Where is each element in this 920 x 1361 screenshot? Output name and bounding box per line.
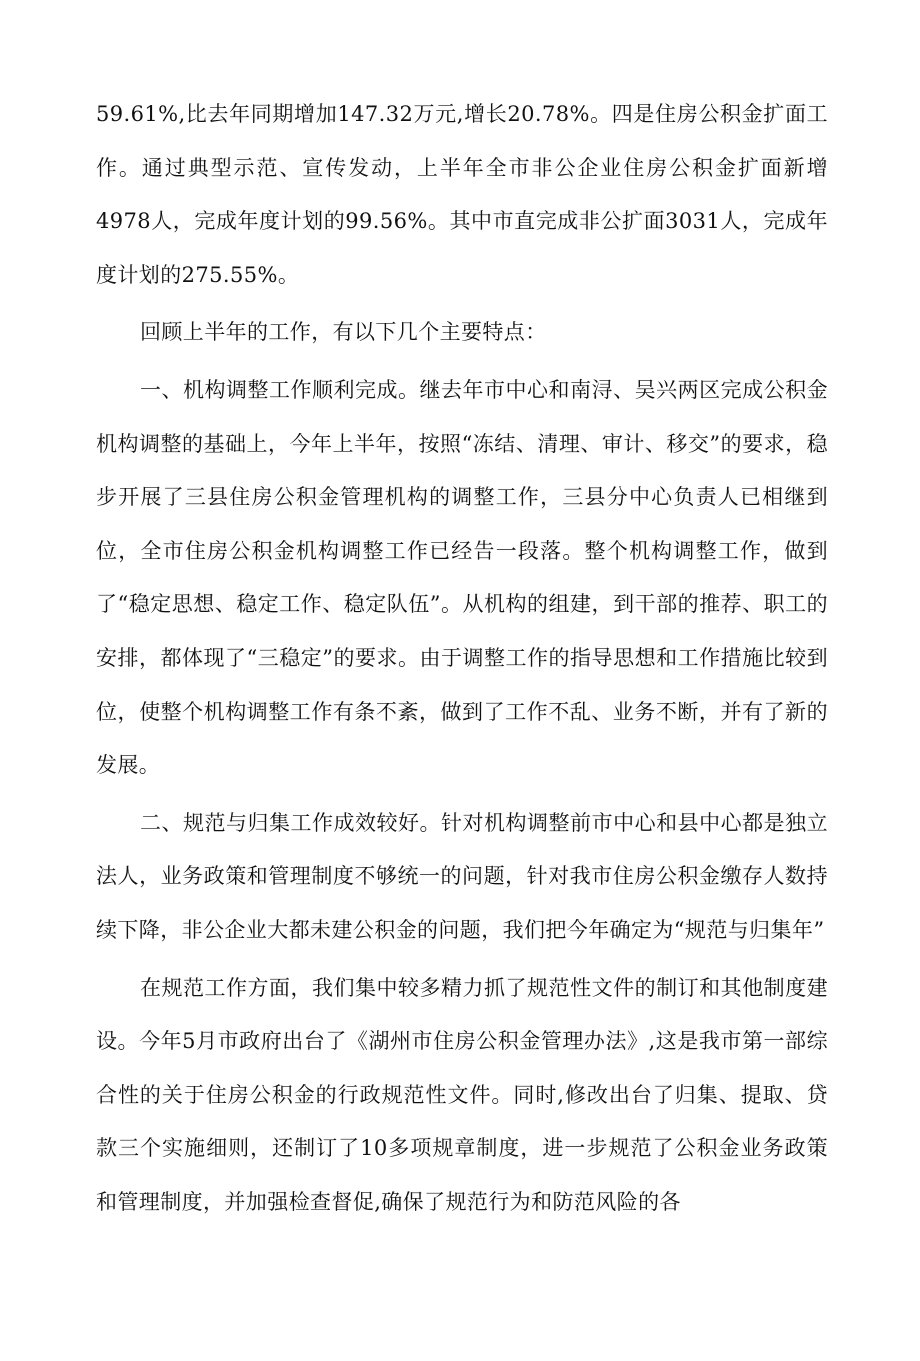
paragraph-point-two: 二、规范与归集工作成效较好。针对机构调整前市中心和县中心都是独立法人，业务政策和管理制度不够统一的问题，针对我市住房公积金缴存人数持续下降，非公企业大都未建公积金的问题，我们把今年确定为“规范与归集年” xyxy=(96,810,828,942)
paragraph-continuation: 59.61%,比去年同期增加147.32万元,增长20.78%。四是住房公积金扩面工作。通过典型示范、宣传发动，上半年全市非公企业住房公积金扩面新增4978人，完成年度计划的99.56%。其中市直完成非公扩面3031人，完成年度计划的275.55%。 xyxy=(96,102,828,287)
paragraph-point-one: 一、机构调整工作顺利完成。继去年市中心和南浔、吴兴两区完成公积金机构调整的基础上，今年上半年，按照“冻结、清理、审计、移交”的要求，稳步开展了三县住房公积金管理机构的调整工作，三县分中心负责人已相继到位，全市住房公积金机构调整工作已经告一段落。整个机构调整工作，做到了“稳定思想、稳定工作、稳定队伍”。从机构的组建，到干部的推荐、职工的安排，都体现了“三稳定”的要求。由于调整工作的指导思想和工作措施比较到位，使整个机构调整工作有条不紊，做到了工作不乱、业务不断，并有了新的发展。 xyxy=(96,377,828,778)
document-page xyxy=(96,88,828,1233)
paragraph-review-intro: 回顾上半年的工作，有以下几个主要特点： xyxy=(140,320,547,345)
paragraph-regulation-work: 在规范工作方面，我们集中较多精力抓了规范性文件的制订和其他制度建设。今年5月市政府出台了《湖州市住房公积金管理办法》,这是我市第一部综合性的关于住房公积金的行政规范性文件。同时,修改出台了归集、提取、贷款三个实施细则，还制订了10多项规章制度，进一步规范了公积金业务政策和管理制度，并加强检查督促,确保了规范行为和防范风险的各 xyxy=(96,975,828,1214)
